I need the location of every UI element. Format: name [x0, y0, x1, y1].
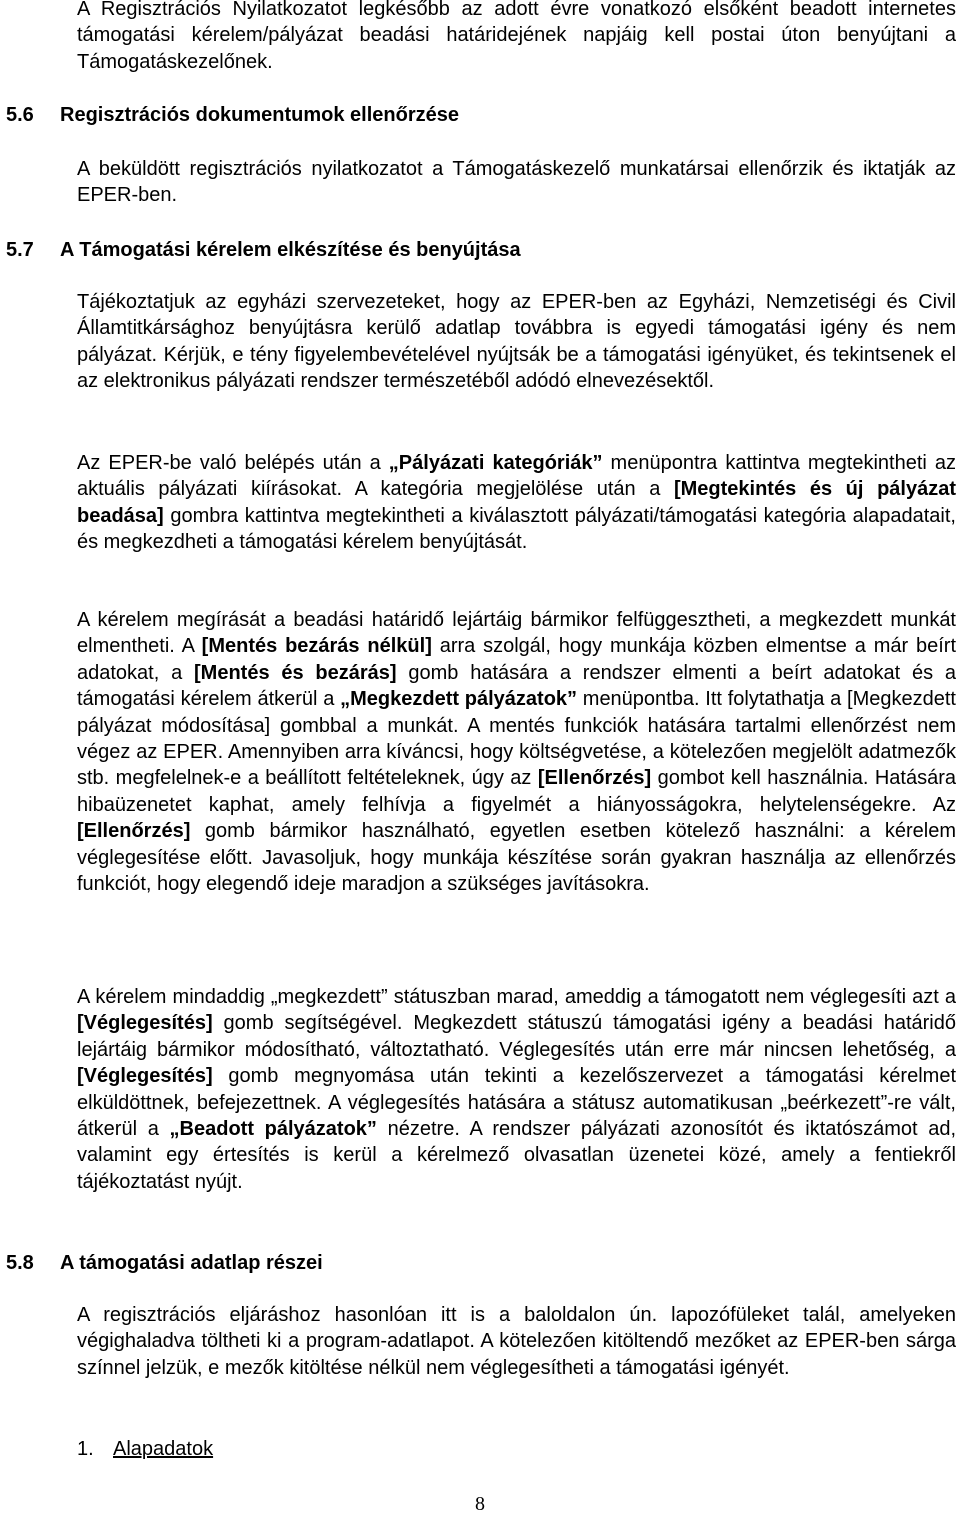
text-run: gomb hatására a rendszer elmenti a beírt adatokat és a támogatási kérelem átkerül a — [77, 661, 957, 711]
text-run: gomb segítségével. Megkezdett státuszú támogatási igény a beadási határidő lejártáig bármikor módosítható, változtatható. Véglegesítés után erre már nincsen lehetőség, a — [77, 1012, 956, 1061]
section-5-6-paragraph — [77, 156, 956, 209]
button-name-mentes-bezaras-nelkul: [Mentés bezárás nélkül] — [201, 635, 432, 658]
list-number: 1. — [77, 1438, 94, 1460]
section-5-8-paragraph — [77, 1302, 956, 1381]
section-title: Regisztrációs dokumentumok ellenőrzése — [60, 104, 460, 126]
button-name-mentes-es-bezaras: [Mentés és bezárás] — [194, 661, 397, 684]
section-5-7-paragraph-1 — [77, 289, 956, 395]
section-number: 5.7 — [6, 239, 34, 261]
section-title: A Támogatási kérelem elkészítése és benyújtása — [60, 239, 521, 261]
paragraph-text: A regisztrációs eljáráshoz hasonlóan itt is a baloldalon ún. lapozófüleket talál, amelyeken végighaladva töltheti ki a program-adatlapot. A kötelezően kitöltendő mezőket az EPER-ben sárga színnel jelzük, e mezők kitöltése nélkül nem véglegesítheti a támogatási igényét. — [77, 1304, 956, 1379]
paragraph-text: A beküldött regisztrációs nyilatkozatot a Támogatáskezelő munkatársai ellenőrzik és iktatják az EPER-ben. — [77, 158, 956, 207]
text-run: A kérelem megírását a beadási határidő lejártáig bármikor felfüggesztheti, a megkezdett munkát elmentheti. A — [77, 609, 956, 658]
text-run: gombot kell használnia. Hatására hibaüzenetet kaphat, amely felhívja a figyelmét a hiányosságokra, helytelenségekre. Az — [77, 767, 956, 816]
section-5-7-paragraph-3 — [77, 607, 956, 897]
section-heading-5-7 — [6, 237, 521, 263]
section-title: A támogatási adatlap részei — [60, 1252, 323, 1274]
menu-name-palyazati-kategoriak: „Pályázati kategóriák” — [388, 452, 603, 474]
text-run: gombra kattintva megtekintheti a kiválasztott pályázati/támogatási kategória alapadatait, és megkezdheti a támogatási kérelem benyújtását. — [77, 504, 956, 554]
section-number: 5.6 — [6, 104, 34, 126]
intro-paragraph — [77, 0, 956, 75]
menu-name-megkezdett-palyazatok: „Megkezdett pályázatok” — [340, 688, 578, 711]
button-name-ellenorzes: [Ellenőrzés] — [77, 820, 191, 843]
text-run: A kérelem mindaddig „megkezdett” státuszban marad, ameddig a támogatott nem véglegesíti azt a — [77, 986, 956, 1008]
section-number: 5.8 — [6, 1252, 34, 1274]
text-run: menüpontra kattintva megtekintheti az aktuális pályázati kiírásokat. A kategória megjelölése után a — [77, 452, 956, 501]
list-item — [77, 1436, 213, 1462]
intro-text: A Regisztrációs Nyilatkozatot legkésőbb az adott évre vonatkozó elsőként beadott internetes támogatási kérelem/pályázat beadási határidejének napjáig kell postai úton benyújtani a Támogatáskezelőnek. — [77, 0, 956, 73]
text-run: menüpontba. Itt folytathatja a [Megkezdett pályázat módosítása] gombbal a munkát. A mentés funkciók hatására tartalmi ellenőrzést nem végez az EPER. Amennyiben arra kíváncsi, hogy költségvetése, a kötelezően megjelölt adatmezők stb. megfelelnek-e a beállított feltételeknek, úgy az — [77, 688, 956, 790]
text-run: nézetre. A rendszer pályázati azonosítót és iktatószámot ad, valamint egy értesítés is kerül a kérelmező olvasatlan üzenetei közé, amely a fentiekről tájékoztatást nyújt. — [77, 1118, 957, 1193]
button-name-megtekintes: [Megtekintés és új pályázat beadása] — [77, 478, 956, 527]
button-name-veglegesites: [Véglegesítés] — [77, 1012, 213, 1035]
paragraph-text: Tájékoztatjuk az egyházi szervezeteket, hogy az EPER-ben az Egyházi, Nemzetiségi és Civil Államtitkársághoz benyújtásra kerülő adatlap továbbra is egyedi támogatási igény és nem pályázat. Kérjük, e tény figyelembevételével nyújtsák be a támogatási igényüket, és tekintsenek el az elektronikus pályázati rendszer természetéből adódó elnevezésektől. — [77, 291, 956, 393]
text-run: gomb megnyomása után tekinti a kezelőszervezet a támogatási kérelmet elküldöttnek, befejezettnek. A véglegesítés hatására a státusz automatikusan „beérkezett”-re vált, átkerül a — [77, 1065, 956, 1141]
section-5-7-paragraph-4 — [77, 984, 956, 1195]
text-run: arra szolgál, hogy munkája közben elmentse a már beírt adatokat, a — [77, 635, 957, 684]
section-heading-5-6 — [6, 102, 459, 128]
button-name-ellenorzes: [Ellenőrzés] — [537, 767, 652, 790]
list-item-label-alapadatok: Alapadatok — [113, 1438, 214, 1460]
text-run: Az EPER-be való belépés után a — [77, 452, 389, 474]
view-name-beadott-palyazatok: „Beadott pályázatok” — [169, 1118, 377, 1141]
page-number: 8 — [475, 1493, 485, 1515]
section-5-7-paragraph-2 — [77, 450, 956, 556]
button-name-veglegesites: [Véglegesítés] — [77, 1065, 213, 1088]
section-heading-5-8 — [6, 1250, 323, 1276]
text-run: gomb bármikor használható, egyetlen esetben kötelező használni: a kérelem véglegesítése előtt. Javasoljuk, hogy munkája készítése során gyakran használja az ellenőrzés funkciót, hogy elegendő ideje maradjon a szükséges javításokra. — [77, 820, 956, 896]
